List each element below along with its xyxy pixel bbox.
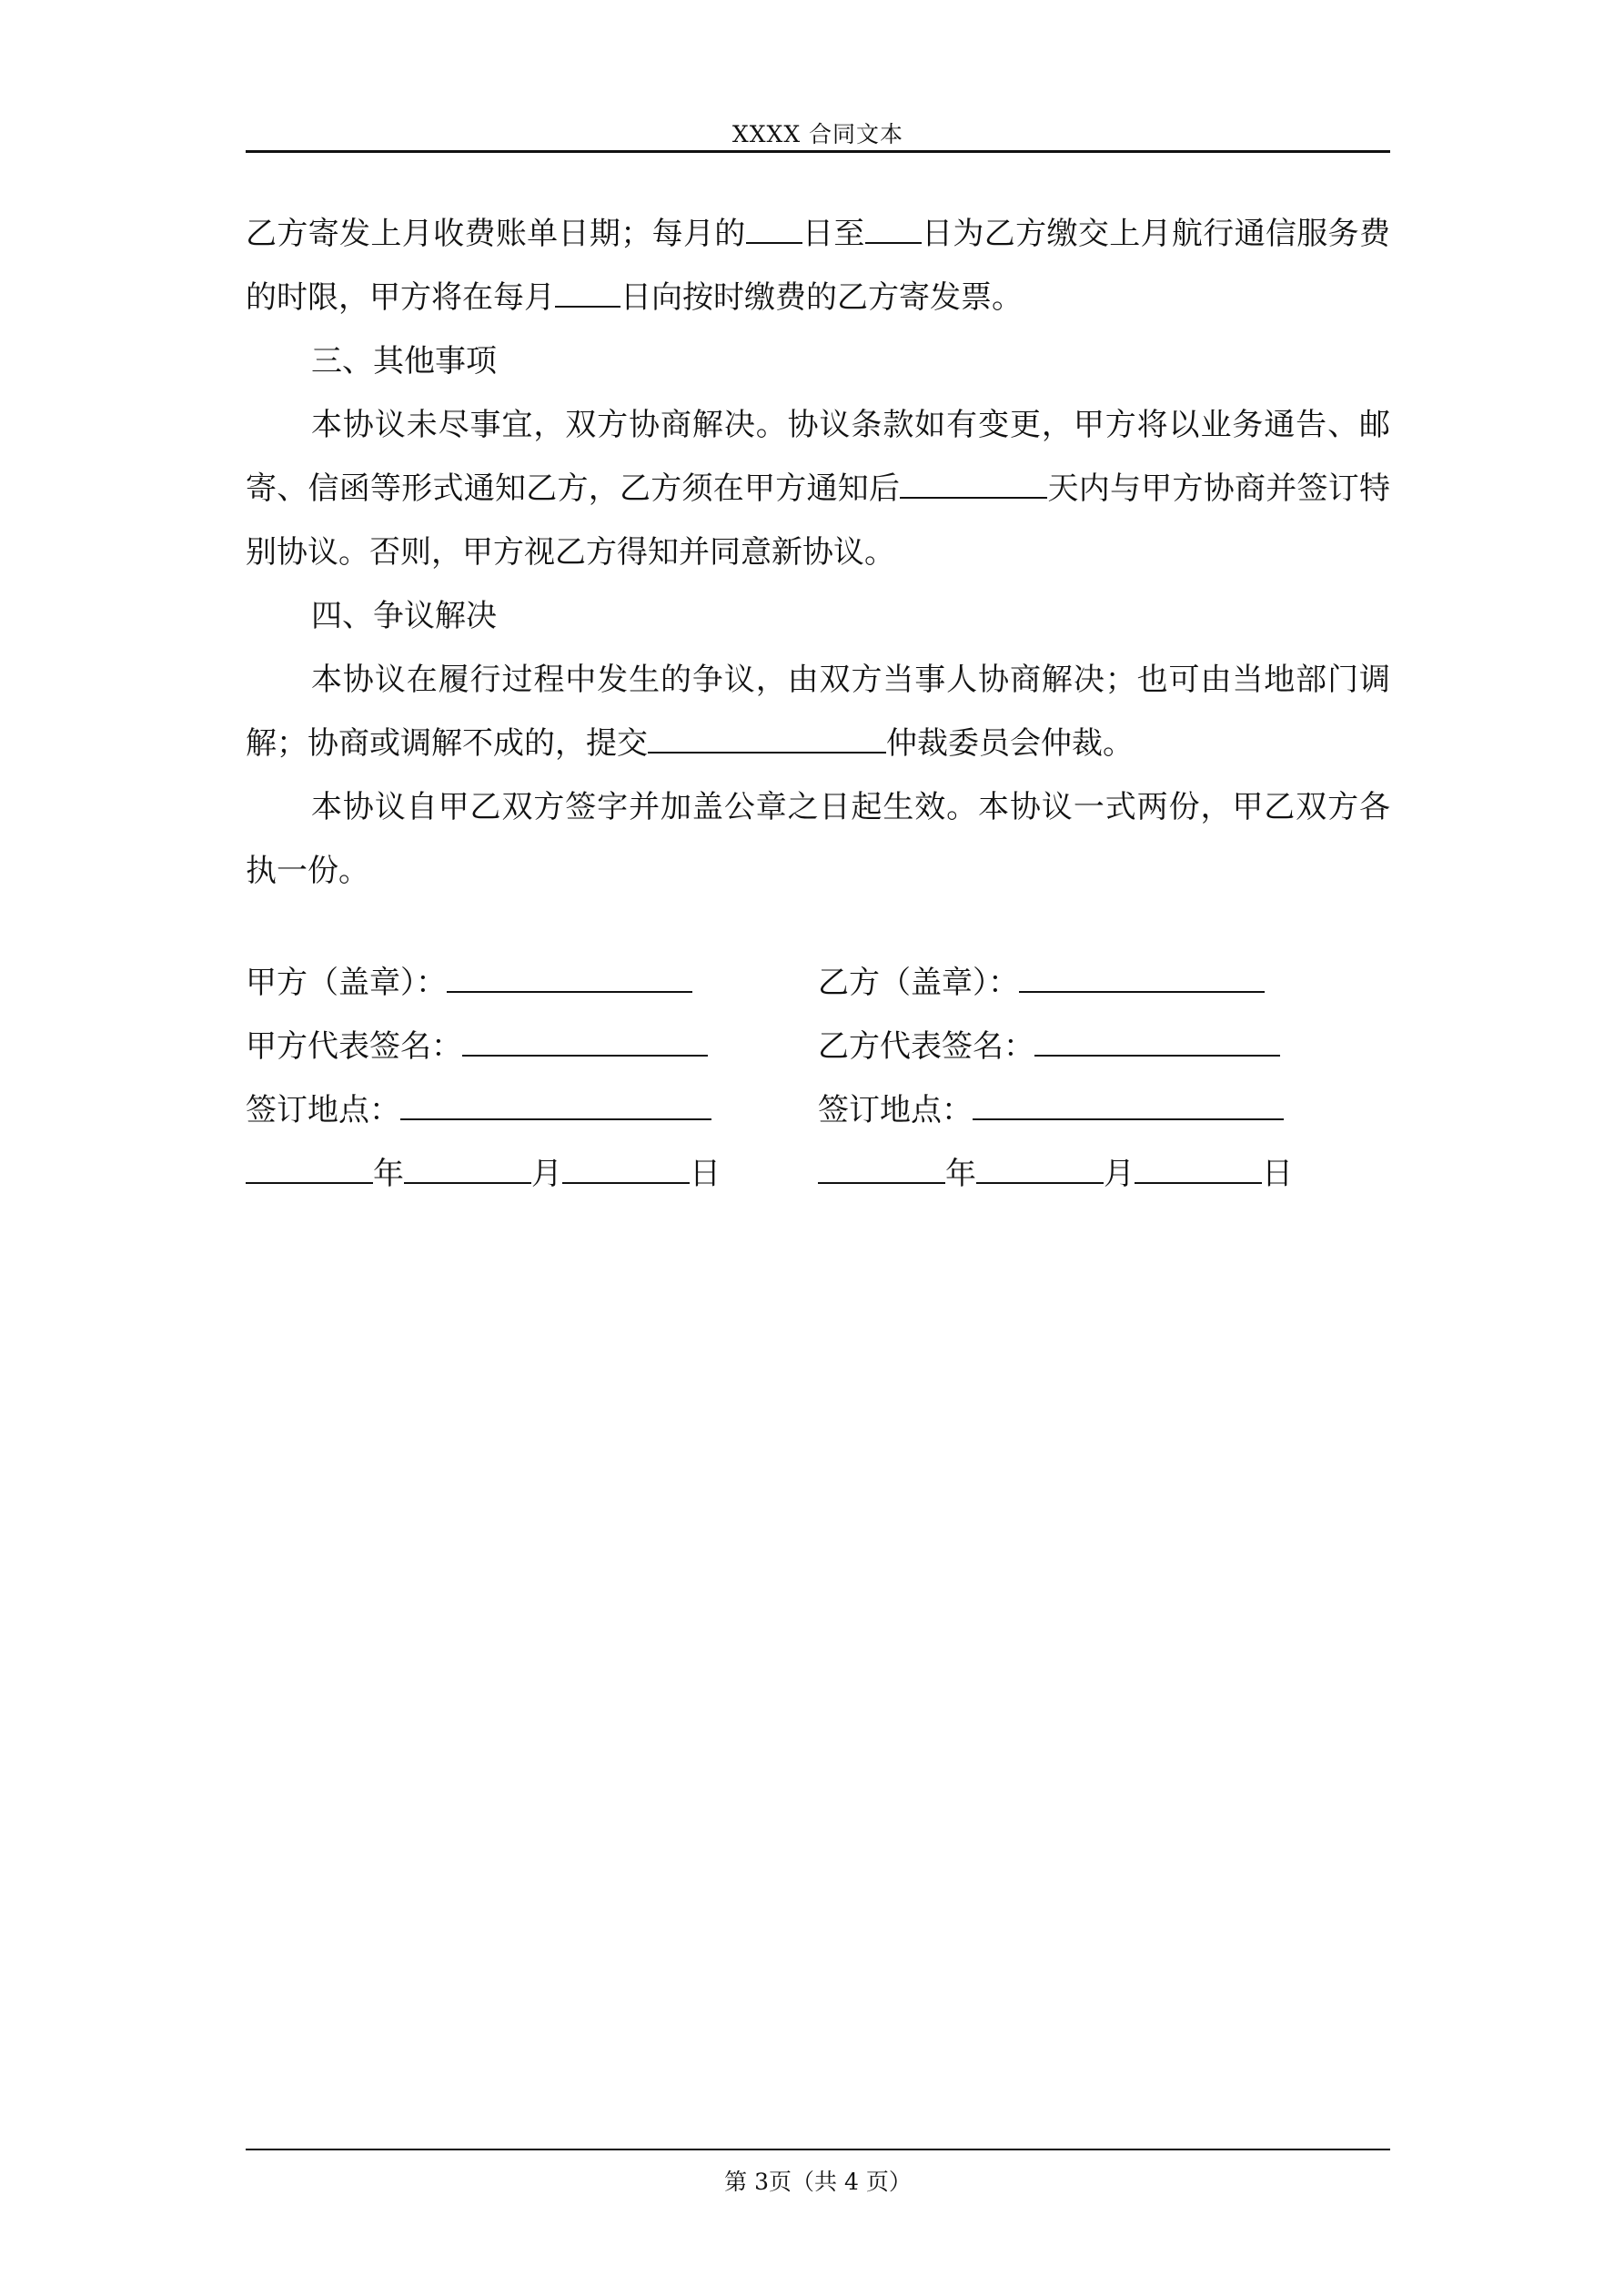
place-b-line: [973, 1091, 1284, 1120]
contract-body: [246, 202, 1390, 903]
section-heading-dispute-resolution: 四、争议解决: [311, 598, 497, 634]
paragraph-billing: 乙方寄发上月收费账单日期；每月的 日至 日为乙方缴交上月航行通信服务费的时限，甲方将在每月 日向按时缴费的乙方寄发票。: [246, 216, 1391, 316]
party-a-rep-line: [462, 1027, 708, 1057]
blank-invoice-day: [555, 278, 620, 308]
blank-start-day: [746, 215, 802, 244]
party-a-seal: 甲方（盖章）：: [246, 951, 818, 1015]
date-a: 年 月 日: [246, 1142, 818, 1206]
place-a: 签订地点：: [246, 1078, 818, 1142]
party-b-rep-line: [1034, 1027, 1280, 1057]
header-title: XXXX 合同文本: [731, 121, 904, 147]
date-b: 年 月 日: [818, 1142, 1390, 1206]
party-a-seal-line: [447, 964, 692, 993]
blank-arbitration-commission: [648, 724, 886, 754]
footer-rule: [246, 2149, 1390, 2150]
signature-block: [246, 951, 1390, 1206]
place-a-line: [400, 1091, 711, 1120]
party-a-rep: 甲方代表签名：: [246, 1015, 818, 1078]
place-b: 签订地点：: [818, 1078, 1390, 1142]
paragraph-amendments: 本协议未尽事宜，双方协商解决。协议条款如有变更，甲方将以业务通告、邮寄、信函等形式通知乙方，乙方须在甲方通知后 天内与甲方协商并签订特别协议。否则，甲方视乙方得知并同意新协议。: [246, 407, 1390, 571]
page-number: 第 3页（共 4 页）: [724, 2169, 912, 2195]
party-b-seal-line: [1019, 964, 1265, 993]
paragraph-effectiveness: 本协议自甲乙双方签字并加盖公章之日起生效。本协议一式两份，甲乙双方各执一份。: [246, 789, 1390, 889]
section-heading-other-matters: 三、其他事项: [311, 343, 497, 379]
party-b-rep: 乙方代表签名：: [818, 1015, 1390, 1078]
blank-end-day: [865, 215, 922, 244]
paragraph-dispute: 本协议在履行过程中发生的争议，由双方当事人协商解决；也可由当地部门调解；协商或调解不成的，提交 仲裁委员会仲裁。: [246, 662, 1390, 762]
header-rule: [246, 150, 1390, 153]
blank-days: [900, 470, 1047, 499]
party-b-seal: 乙方（盖章）：: [818, 951, 1390, 1015]
